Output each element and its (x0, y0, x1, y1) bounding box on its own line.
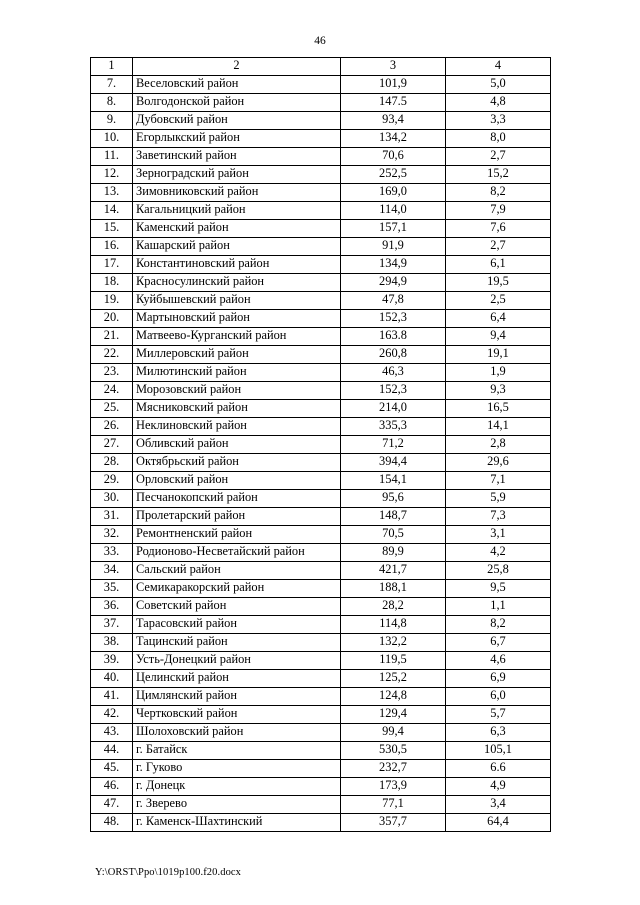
value-column-4-cell: 7,6 (446, 220, 551, 238)
value-column-4-cell: 3,3 (446, 112, 551, 130)
row-index-cell: 39. (91, 652, 133, 670)
column-header: 3 (341, 58, 446, 76)
table-row (91, 346, 551, 364)
value-column-3-cell: 47,8 (341, 292, 446, 310)
row-index-cell: 48. (91, 814, 133, 832)
value-column-3-cell: 357,7 (341, 814, 446, 832)
value-column-4-cell: 29,6 (446, 454, 551, 472)
table-row (91, 634, 551, 652)
municipality-name-cell: Каменский район (133, 220, 341, 238)
value-column-3-cell: 152,3 (341, 382, 446, 400)
table-row (91, 166, 551, 184)
table-row (91, 544, 551, 562)
municipality-name-cell: Тацинский район (133, 634, 341, 652)
row-index-cell: 46. (91, 778, 133, 796)
value-column-3-cell: 335,3 (341, 418, 446, 436)
value-column-4-cell: 6,7 (446, 634, 551, 652)
column-header: 4 (446, 58, 551, 76)
municipality-name-cell: Семикаракорский район (133, 580, 341, 598)
municipality-name-cell: Советский район (133, 598, 341, 616)
value-column-4-cell: 6,4 (446, 310, 551, 328)
municipality-name-cell: Зимовниковский район (133, 184, 341, 202)
value-column-4-cell: 5,0 (446, 76, 551, 94)
value-column-3-cell: 252,5 (341, 166, 446, 184)
row-index-cell: 28. (91, 454, 133, 472)
value-column-3-cell: 124,8 (341, 688, 446, 706)
row-index-cell: 23. (91, 364, 133, 382)
value-column-4-cell: 7,3 (446, 508, 551, 526)
municipality-name-cell: г. Гуково (133, 760, 341, 778)
value-column-4-cell: 8,2 (446, 184, 551, 202)
value-column-3-cell: 421,7 (341, 562, 446, 580)
row-index-cell: 12. (91, 166, 133, 184)
row-index-cell: 26. (91, 418, 133, 436)
value-column-4-cell: 8,2 (446, 616, 551, 634)
table-row (91, 328, 551, 346)
municipality-name-cell: Егорлыкский район (133, 130, 341, 148)
table-row (91, 238, 551, 256)
value-column-3-cell: 89,9 (341, 544, 446, 562)
municipality-name-cell: Шолоховский район (133, 724, 341, 742)
municipality-name-cell: Миллеровский район (133, 346, 341, 364)
value-column-4-cell: 6,0 (446, 688, 551, 706)
table-row (91, 778, 551, 796)
value-column-4-cell: 5,7 (446, 706, 551, 724)
value-column-4-cell: 4,8 (446, 94, 551, 112)
value-column-3-cell: 46,3 (341, 364, 446, 382)
table-row (91, 490, 551, 508)
table-row (91, 76, 551, 94)
table-row (91, 130, 551, 148)
data-table (90, 57, 551, 832)
municipality-name-cell: г. Каменск-Шахтинский (133, 814, 341, 832)
value-column-4-cell: 2,5 (446, 292, 551, 310)
municipality-name-cell: Цимлянский район (133, 688, 341, 706)
row-index-cell: 30. (91, 490, 133, 508)
value-column-4-cell: 2,8 (446, 436, 551, 454)
municipality-name-cell: Обливский район (133, 436, 341, 454)
table-row (91, 112, 551, 130)
table-row (91, 310, 551, 328)
row-index-cell: 44. (91, 742, 133, 760)
table-row (91, 256, 551, 274)
table-row (91, 472, 551, 490)
table-row (91, 364, 551, 382)
row-index-cell: 37. (91, 616, 133, 634)
table-row (91, 184, 551, 202)
value-column-3-cell: 530,5 (341, 742, 446, 760)
municipality-name-cell: Родионово-Несветайский район (133, 544, 341, 562)
table-row (91, 400, 551, 418)
municipality-name-cell: Мясниковский район (133, 400, 341, 418)
value-column-3-cell: 99,4 (341, 724, 446, 742)
row-index-cell: 25. (91, 400, 133, 418)
page-number: 46 (314, 35, 326, 47)
row-index-cell: 36. (91, 598, 133, 616)
value-column-4-cell: 19,1 (446, 346, 551, 364)
value-column-4-cell: 4,9 (446, 778, 551, 796)
table-row (91, 616, 551, 634)
value-column-4-cell: 6,3 (446, 724, 551, 742)
table-row (91, 508, 551, 526)
value-column-3-cell: 77,1 (341, 796, 446, 814)
municipality-name-cell: Песчанокопский район (133, 490, 341, 508)
value-column-3-cell: 294,9 (341, 274, 446, 292)
value-column-4-cell: 15,2 (446, 166, 551, 184)
value-column-4-cell: 3,1 (446, 526, 551, 544)
value-column-4-cell: 7,1 (446, 472, 551, 490)
row-index-cell: 33. (91, 544, 133, 562)
value-column-4-cell: 5,9 (446, 490, 551, 508)
value-column-3-cell: 95,6 (341, 490, 446, 508)
value-column-3-cell: 214,0 (341, 400, 446, 418)
value-column-3-cell: 71,2 (341, 436, 446, 454)
row-index-cell: 40. (91, 670, 133, 688)
value-column-4-cell: 9,4 (446, 328, 551, 346)
municipality-name-cell: Чертковский район (133, 706, 341, 724)
data-table-container (90, 57, 550, 832)
table-row (91, 796, 551, 814)
municipality-name-cell: Волгодонской район (133, 94, 341, 112)
row-index-cell: 43. (91, 724, 133, 742)
value-column-3-cell: 132,2 (341, 634, 446, 652)
municipality-name-cell: г. Зверево (133, 796, 341, 814)
row-index-cell: 14. (91, 202, 133, 220)
value-column-3-cell: 147.5 (341, 94, 446, 112)
table-row (91, 454, 551, 472)
row-index-cell: 34. (91, 562, 133, 580)
value-column-3-cell: 101,9 (341, 76, 446, 94)
row-index-cell: 42. (91, 706, 133, 724)
table-row (91, 598, 551, 616)
municipality-name-cell: Мартыновский район (133, 310, 341, 328)
value-column-3-cell: 70,5 (341, 526, 446, 544)
value-column-4-cell: 6,9 (446, 670, 551, 688)
row-index-cell: 32. (91, 526, 133, 544)
row-index-cell: 15. (91, 220, 133, 238)
value-column-3-cell: 157,1 (341, 220, 446, 238)
value-column-3-cell: 114,0 (341, 202, 446, 220)
municipality-name-cell: Заветинский район (133, 148, 341, 166)
table-row (91, 724, 551, 742)
row-index-cell: 41. (91, 688, 133, 706)
row-index-cell: 8. (91, 94, 133, 112)
row-index-cell: 45. (91, 760, 133, 778)
value-column-3-cell: 394,4 (341, 454, 446, 472)
value-column-3-cell: 28,2 (341, 598, 446, 616)
value-column-4-cell: 3,4 (446, 796, 551, 814)
municipality-name-cell: Веселовский район (133, 76, 341, 94)
municipality-name-cell: Усть-Донецкий район (133, 652, 341, 670)
row-index-cell: 27. (91, 436, 133, 454)
table-row (91, 562, 551, 580)
value-column-4-cell: 8,0 (446, 130, 551, 148)
row-index-cell: 20. (91, 310, 133, 328)
table-row (91, 526, 551, 544)
row-index-cell: 17. (91, 256, 133, 274)
row-index-cell: 35. (91, 580, 133, 598)
value-column-3-cell: 134,9 (341, 256, 446, 274)
row-index-cell: 11. (91, 148, 133, 166)
table-row (91, 652, 551, 670)
value-column-4-cell: 6.6 (446, 760, 551, 778)
value-column-4-cell: 9,5 (446, 580, 551, 598)
value-column-3-cell: 129,4 (341, 706, 446, 724)
value-column-3-cell: 93,4 (341, 112, 446, 130)
row-index-cell: 47. (91, 796, 133, 814)
table-row (91, 814, 551, 832)
row-index-cell: 22. (91, 346, 133, 364)
table-row (91, 148, 551, 166)
municipality-name-cell: Морозовский район (133, 382, 341, 400)
table-body (91, 58, 551, 832)
municipality-name-cell: Целинский район (133, 670, 341, 688)
municipality-name-cell: Милютинский район (133, 364, 341, 382)
municipality-name-cell: Константиновский район (133, 256, 341, 274)
value-column-3-cell: 188,1 (341, 580, 446, 598)
value-column-4-cell: 4,6 (446, 652, 551, 670)
row-index-cell: 18. (91, 274, 133, 292)
value-column-4-cell: 4,2 (446, 544, 551, 562)
column-header: 1 (91, 58, 133, 76)
municipality-name-cell: Кашарский район (133, 238, 341, 256)
municipality-name-cell: г. Донецк (133, 778, 341, 796)
row-index-cell: 13. (91, 184, 133, 202)
municipality-name-cell: Орловский район (133, 472, 341, 490)
value-column-4-cell: 2,7 (446, 148, 551, 166)
value-column-3-cell: 91,9 (341, 238, 446, 256)
municipality-name-cell: Ремонтненский район (133, 526, 341, 544)
value-column-3-cell: 260,8 (341, 346, 446, 364)
footer-file-path: Y:\ORST\Рро\1019р100.f20.docx (95, 867, 242, 878)
value-column-3-cell: 148,7 (341, 508, 446, 526)
row-index-cell: 7. (91, 76, 133, 94)
table-row (91, 94, 551, 112)
value-column-4-cell: 6,1 (446, 256, 551, 274)
table-row (91, 670, 551, 688)
value-column-4-cell: 105,1 (446, 742, 551, 760)
value-column-3-cell: 114,8 (341, 616, 446, 634)
table-row (91, 760, 551, 778)
row-index-cell: 29. (91, 472, 133, 490)
municipality-name-cell: г. Батайск (133, 742, 341, 760)
value-column-4-cell: 9,3 (446, 382, 551, 400)
municipality-name-cell: Неклиновский район (133, 418, 341, 436)
table-row (91, 418, 551, 436)
municipality-name-cell: Дубовский район (133, 112, 341, 130)
municipality-name-cell: Куйбышевский район (133, 292, 341, 310)
value-column-3-cell: 163.8 (341, 328, 446, 346)
value-column-4-cell: 7,9 (446, 202, 551, 220)
table-row (91, 220, 551, 238)
row-index-cell: 31. (91, 508, 133, 526)
table-row (91, 202, 551, 220)
value-column-4-cell: 64,4 (446, 814, 551, 832)
value-column-3-cell: 154,1 (341, 472, 446, 490)
value-column-4-cell: 25,8 (446, 562, 551, 580)
value-column-4-cell: 1,1 (446, 598, 551, 616)
value-column-3-cell: 134,2 (341, 130, 446, 148)
municipality-name-cell: Октябрьский район (133, 454, 341, 472)
value-column-3-cell: 173,9 (341, 778, 446, 796)
municipality-name-cell: Кагальницкий район (133, 202, 341, 220)
row-index-cell: 19. (91, 292, 133, 310)
table-row (91, 742, 551, 760)
value-column-3-cell: 70,6 (341, 148, 446, 166)
municipality-name-cell: Пролетарский район (133, 508, 341, 526)
table-row (91, 436, 551, 454)
value-column-3-cell: 125,2 (341, 670, 446, 688)
table-row (91, 274, 551, 292)
table-row (91, 292, 551, 310)
column-header: 2 (133, 58, 341, 76)
municipality-name-cell: Матвеево-Курганский район (133, 328, 341, 346)
value-column-4-cell: 19,5 (446, 274, 551, 292)
table-header-row (91, 58, 551, 76)
row-index-cell: 24. (91, 382, 133, 400)
row-index-cell: 10. (91, 130, 133, 148)
value-column-3-cell: 152,3 (341, 310, 446, 328)
table-row (91, 382, 551, 400)
municipality-name-cell: Зерноградский район (133, 166, 341, 184)
municipality-name-cell: Сальский район (133, 562, 341, 580)
table-row (91, 706, 551, 724)
value-column-3-cell: 169,0 (341, 184, 446, 202)
table-row (91, 580, 551, 598)
municipality-name-cell: Красносулинский район (133, 274, 341, 292)
value-column-4-cell: 16,5 (446, 400, 551, 418)
row-index-cell: 16. (91, 238, 133, 256)
value-column-4-cell: 14,1 (446, 418, 551, 436)
municipality-name-cell: Тарасовский район (133, 616, 341, 634)
value-column-3-cell: 119,5 (341, 652, 446, 670)
value-column-4-cell: 2,7 (446, 238, 551, 256)
value-column-4-cell: 1,9 (446, 364, 551, 382)
row-index-cell: 9. (91, 112, 133, 130)
row-index-cell: 38. (91, 634, 133, 652)
row-index-cell: 21. (91, 328, 133, 346)
value-column-3-cell: 232,7 (341, 760, 446, 778)
table-row (91, 688, 551, 706)
